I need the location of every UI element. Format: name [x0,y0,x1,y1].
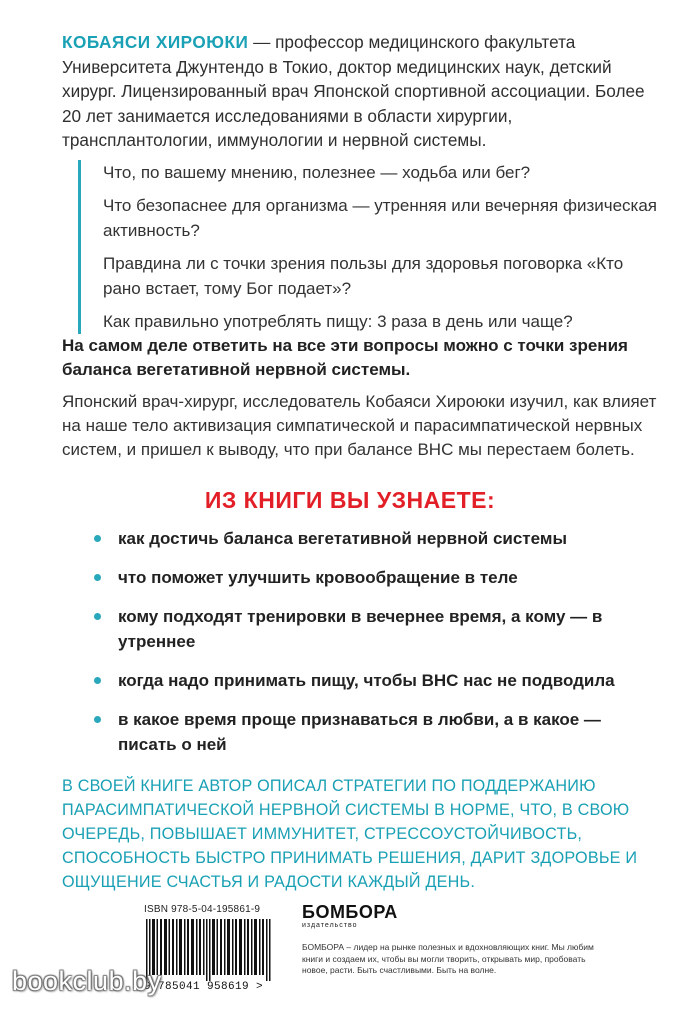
bullet-dot-icon [94,535,101,542]
bullet-dot-icon [94,677,101,684]
question-item: Как правильно употреблять пищу: 3 раза в день или чаще? [103,312,573,331]
learn-item [94,604,654,654]
author-name: КОБАЯСИ ХИРОЮКИ [62,32,249,52]
question-item: Правдина ли с точки зрения пользы для здоровья поговорка «Кто рано встает, тому Бог подает»? [103,254,624,298]
learn-item-text: что поможет улучшить кровообращение в теле [118,568,518,587]
intro-paragraph: Японский врач-хирург, исследователь Кобаяси Хироюки изучил, как влияет на наше тело активизация симпатической и парасимпатической нервных систем, и пришел к выводу, что при балансе ВНС мы перестаем болеть. [62,392,657,459]
isbn-label: ISBN 978-5-04-195861-9 [144,904,261,915]
bullet-dot-icon [94,716,101,723]
learn-heading: ИЗ КНИГИ ВЫ УЗНАЕТЕ: [204,487,496,513]
learn-item [94,526,654,551]
learn-item-text: как достичь баланса вегетативной нервной системы [118,529,567,548]
learn-item-text: когда надо принимать пищу, чтобы ВНС нас не подводила [118,671,615,690]
barcode-icon [144,919,272,981]
answer-paragraph: На самом деле ответить на все эти вопросы можно с точки зрения баланса вегетативной нервной системы. [62,336,628,379]
questions-block [78,160,663,334]
learn-item [94,565,654,590]
learn-item [94,707,654,757]
bullet-dot-icon [94,613,101,620]
publisher-description: БОМБОРА – лидер на рынке полезных и вдохновляющих книг. Мы любим книги и создаем их, чтобы вы могли творить, открывать мир, пробовать новое, расти. Быть счастливыми. Быть на волне. [302,942,594,975]
learn-item-text: в какое время проще признаваться в любви, а в какое — писать о ней [118,710,601,754]
question-item: Что безопаснее для организма — утренняя или вечерняя физическая активность? [103,196,658,240]
barcode-digits: 9 785041 958619 > [144,981,264,993]
learn-item [94,668,654,693]
learn-item-text: кому подходят тренировки в вечернее время, а кому — в утреннее [118,607,603,651]
author-bio [62,30,662,153]
author-bio-text: — профессор медицинского факультета Университета Джунтендо в Токио, доктор медицинских наук, детский хирург. Лицензированный врач Японской спортивной ассоциации. Более 20 лет занимается исследованиями в области хирургии, трансплантологии, иммунологии и нервной системы. [62,32,645,150]
bullet-dot-icon [94,574,101,581]
publisher-logo: БОМБОРА [302,902,398,922]
learn-list [94,526,654,771]
question-item: Что, по вашему мнению, полезнее — ходьба или бег? [103,163,531,182]
watermark: bookclub.by [12,966,162,996]
summary-paragraph: В СВОЕЙ КНИГЕ АВТОР ОПИСАЛ СТРАТЕГИИ ПО ПОДДЕРЖАНИЮ ПАРАСИМПАТИЧЕСКОЙ НЕРВНОЙ СИСТЕМЫ В НОРМЕ, ЧТО, В СВОЮ ОЧЕРЕДЬ, ПОВЫШАЕТ ИММУНИТЕТ, СТРЕССОУСТОЙЧИВОСТЬ, СПОСОБНОСТЬ БЫСТРО ПРИНИМАТЬ РЕШЕНИЯ, ДАРИТ ЗДОРОВЬЕ И ОЩУЩЕНИЕ СЧАСТЬЯ И РАДОСТИ КАЖДЫЙ ДЕНЬ. [62,777,638,891]
publisher-subtitle: издательство [302,922,358,929]
